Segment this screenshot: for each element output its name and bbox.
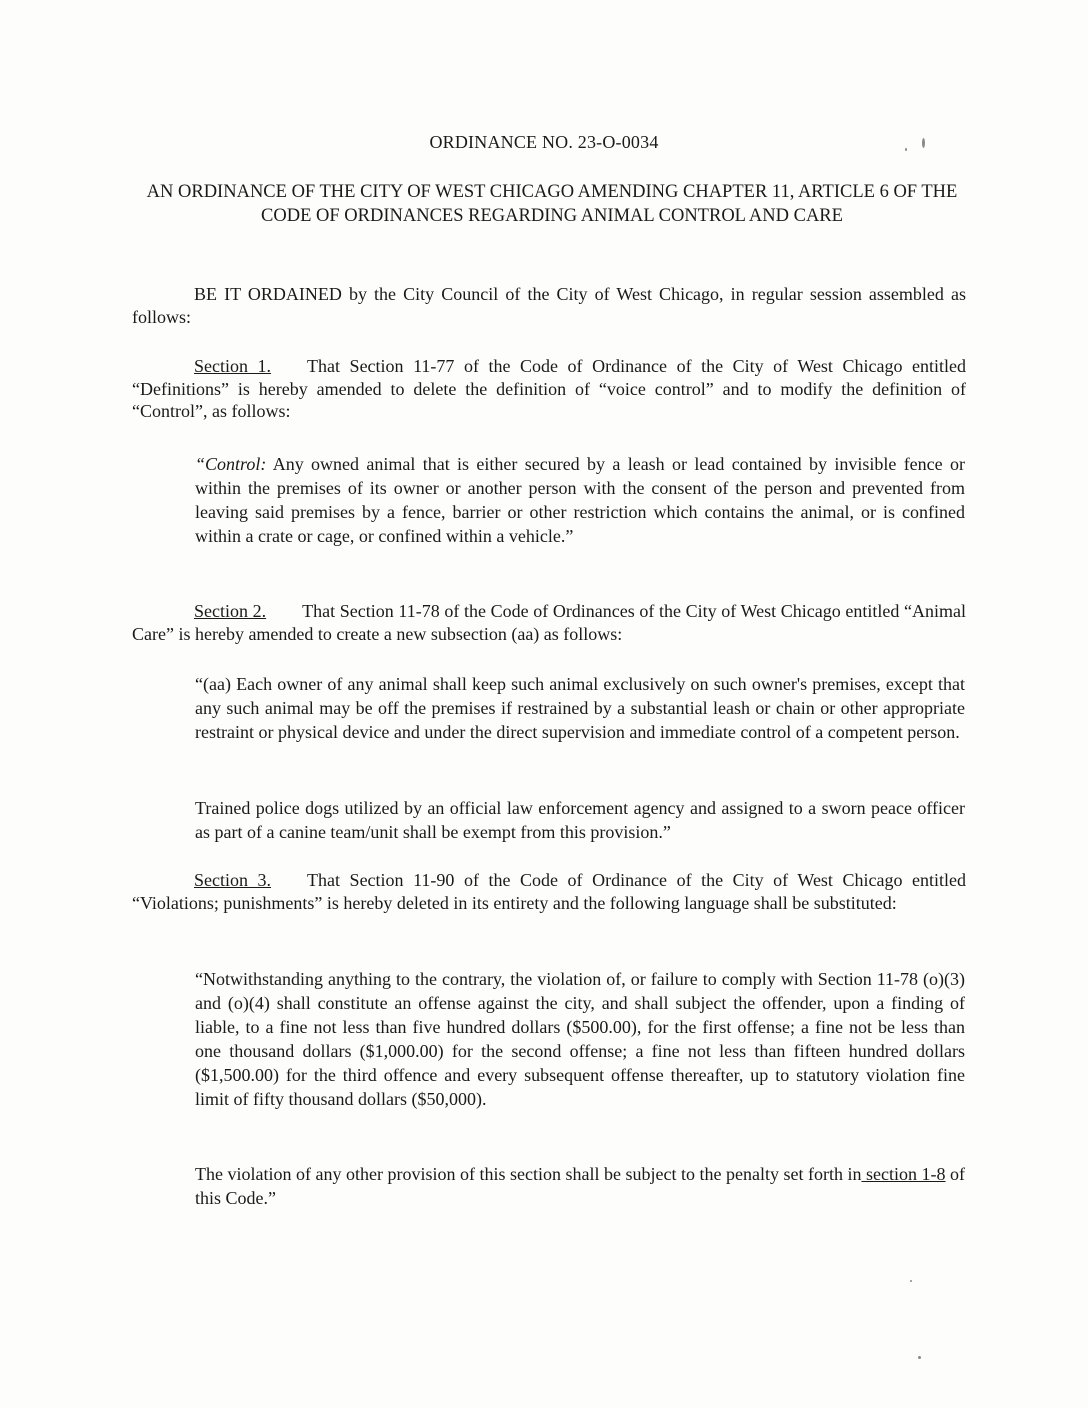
section-3-label: Section 3. — [194, 870, 272, 890]
section-2 — [132, 600, 966, 645]
ordinance-number: ORDINANCE NO. 23-O-0034 — [429, 132, 659, 152]
scan-speck — [905, 148, 907, 151]
preamble — [132, 283, 966, 328]
section-2-quote-1: “(aa) Each owner of any animal shall keep such animal exclusively on such owner's premises, except that any such animal may be off the premises if restrained by a substantial leash or chain or other appropriate restraint or physical device and under the direct supervision and immediate control of a competent person. — [195, 674, 965, 742]
scan-speck — [922, 138, 925, 148]
section-1-quote — [195, 452, 965, 548]
preamble-text: by the City Council of the City of West Chicago, in regular session assembled as follows: — [132, 284, 966, 327]
section-3-quote-2 — [195, 1162, 965, 1210]
penalty-text-end: of this Code.” — [195, 1164, 965, 1208]
section-3-text: That Section 11-90 of the Code of Ordinance of the City of West Chicago entitled “Violations; punishments” is hereby deleted in its entirety and the following language shall be substituted: — [132, 870, 966, 913]
section-1 — [132, 355, 966, 423]
control-term: “Control: — [195, 454, 267, 474]
section-1-label: Section 1. — [194, 356, 272, 376]
section-2-label: Section 2. — [194, 601, 267, 621]
preamble-lead: BE IT ORDAINED — [194, 284, 342, 304]
section-1-text: That Section 11-77 of the Code of Ordinance of the City of West Chicago entitled “Definitions” is hereby amended to delete the definition of “voice control” and to modify the definition of “Control”, as follows: — [132, 356, 966, 421]
ordinance-title: AN ORDINANCE OF THE CITY OF WEST CHICAGO AMENDING CHAPTER 11, ARTICLE 6 OF THE CODE OF ORDINANCES REGARDING ANIMAL CONTROL AND CARE — [146, 182, 958, 226]
section-1-8-link[interactable]: section 1-8 — [861, 1164, 946, 1184]
scan-speck — [910, 1280, 912, 1282]
penalty-text: The violation of any other provision of this section shall be subject to the penalty set forth in — [195, 1164, 862, 1184]
section-2-quote-2: Trained police dogs utilized by an official law enforcement agency and assigned to a sworn peace officer as part of a canine team/unit shall be exempt from this provision.” — [195, 798, 965, 842]
section-3 — [132, 869, 966, 914]
section-3-quote-1: “Notwithstanding anything to the contrary, the violation of, or failure to comply with Section 11-78 (o)(3) and (o)(4) shall constitute an offense against the city, and shall subject the offender, upon a finding of liable, to a fine not less than five hundred dollars ($500.00), for the first offense; a fine not be less than one thousand dollars ($1,000.00) for the second offense; a fine not less than fifteen hundred dollars ($1,500.00) for the third offence and every subsequent offense thereafter, up to statutory violation fine limit of fifty thousand dollars ($50,000). — [195, 969, 965, 1109]
scan-speck — [918, 1356, 921, 1359]
control-definition: Any owned animal that is either secured by a leash or lead contained by invisible fence or within the premises of its owner or another person with the consent of the person and prevented from leaving said premises by a fence, barrier or other restriction which contains the animal, or is confined within a crate or cage, or confined within a vehicle.” — [195, 454, 965, 546]
section-2-text: That Section 11-78 of the Code of Ordinances of the City of West Chicago entitled “Animal Care” is hereby amended to create a new subsection (aa) as follows: — [132, 601, 966, 644]
